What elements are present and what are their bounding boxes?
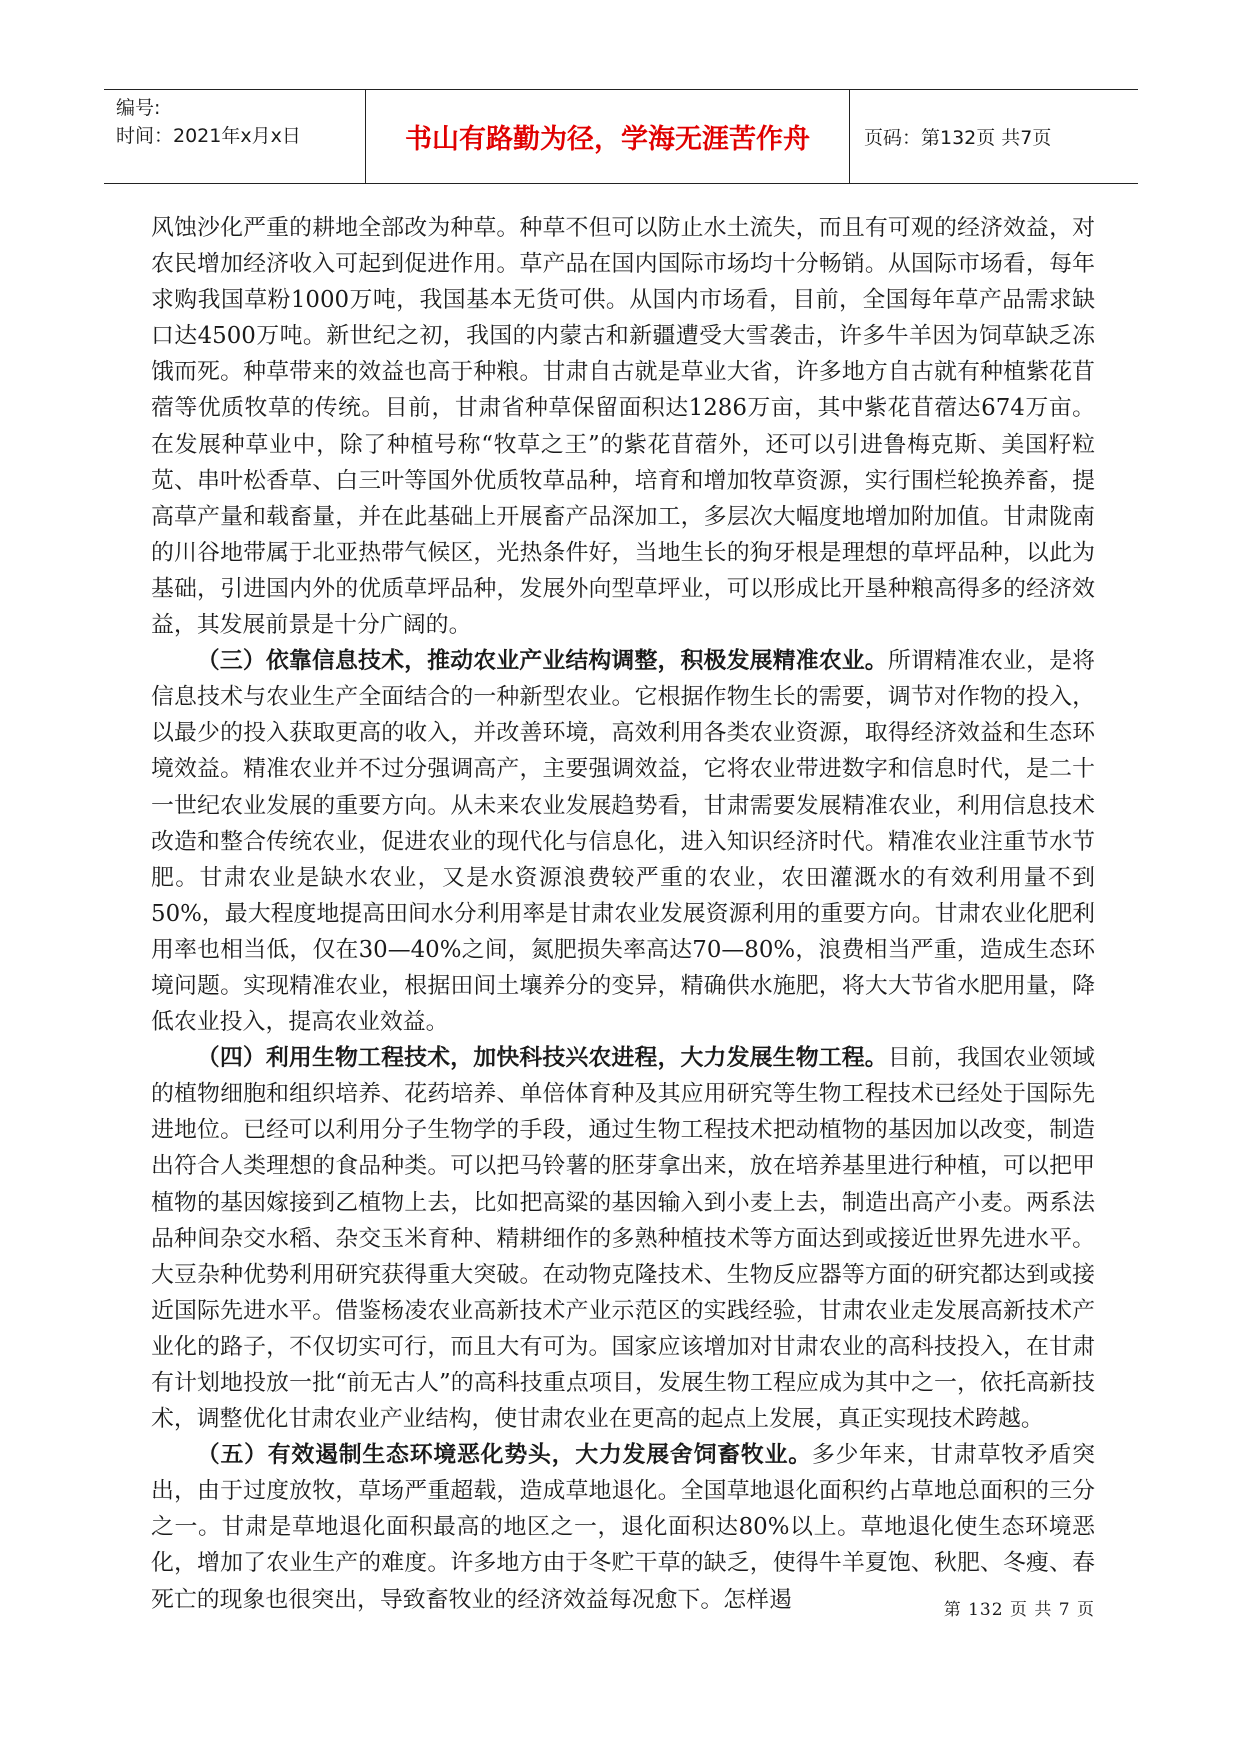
section-heading-3: （三）依靠信息技术，推动农业产业结构调整，积极发展精准农业。 [196,648,888,675]
document-body [151,210,1095,1618]
page-header [104,89,1138,184]
document-number-label: 编号: [116,97,161,119]
paragraph-text: 所谓精准农业，是将信息技术与农业生产全面结合的一种新型农业。它根据作物生长的需要，调节对作物的投入，以最少的投入获取更高的收入，并改善环境，高效利用各类农业资源，取得经济效益和生态环境效益。精准农业并不过分强调高产，主要强调效益，它将农业带进数字和信息时代，是二十一世纪农业发展的重要方向。从未来农业发展趋势看，甘肃需要发展精准农业，利用信息技术改造和整合传统农业，促进农业的现代化与信息化，进入知识经济时代。精准农业注重节水节肥。甘肃农业是缺水农业，又是水资源浪费较严重的农业，农田灌溉水的有效利用量不到50%，最大程度地提高田间水分利用率是甘肃农业发展资源利用的重要方向。甘肃农业化肥利用率也相当低，仅在30—40%之间，氮肥损失率高达70—80%，浪费相当严重，造成生态环境问题。实现精准农业，根据田间土壤养分的变异，精确供水施肥，将大大节省水肥用量，降低农业投入，提高农业效益。 [151,648,1096,1036]
page-footer: 第 132 页 共 7 页 [943,1600,1095,1620]
paragraph-3 [151,1040,1095,1437]
paragraph-4 [151,1437,1095,1617]
paragraph-text: 风蚀沙化严重的耕地全部改为种草。种草不但可以防止水土流失，而且有可观的经济效益，对农民增加经济收入可起到促进作用。草产品在国内国际市场均十分畅销。从国际市场看，每年求购我国草粉1000万吨，我国基本无货可供。从国内市场看，目前，全国每年草产品需求缺口达4500万吨。新世纪之初，我国的内蒙古和新疆遭受大雪袭击，许多牛羊因为饲草缺乏冻饿而死。种草带来的效益也高于种粮。甘肃自古就是草业大省，许多地方自古就有种植紫花苜蓿等优质牧草的传统。目前，甘肃省种草保留面积达1286万亩，其中紫花苜蓿达674万亩。 在发展种草业中，除了种植号称“牧草之王”的紫花苜蓿外，还可以引进鲁梅克斯、美国籽粒苋、串叶松香草、白三叶等国外优质牧草品种，培育和增加牧草资源，实行围栏轮换养畜，提高草产量和载畜量，并在此基础上开展畜产品深加工，多层次大幅度地增加附加值。甘肃陇南的川谷地带属于北亚热带气候区，光热条件好，当地生长的狗牙根是理想的草坪品种，以此为基础，引进国内外的优质草坪品种，发展外向型草坪业，可以形成比开垦种粮高得多的经济效益，其发展前景是十分广阔的。 [151,215,1095,639]
section-heading-5: （五）有效遏制生态环境恶化势头，大力发展舍饲畜牧业。 [196,1442,812,1469]
section-heading-4: （四）利用生物工程技术，加快科技兴农进程，大力发展生物工程。 [196,1045,888,1072]
header-slogan: 书山有路勤为径，学海无涯苦作舟 [366,90,850,183]
paragraph-text: 目前，我国农业领域的植物细胞和组织培养、花药培养、单倍体育种及其应用研究等生物工程技术已经处于国际先进地位。已经可以利用分子生物学的手段，通过生物工程技术把动植物的基因加以改变，制造出符合人类理想的食品种类。可以把马铃薯的胚芽拿出来，放在培养基里进行种植，可以把甲植物的基因嫁接到乙植物上去，比如把高粱的基因输入到小麦上去，制造出高产小麦。两系法品种间杂交水稻、杂交玉米育种、精耕细作的多熟种植技术等方面达到或接近世界先进水平。大豆杂种优势利用研究获得重大突破。在动物克隆技术、生物反应器等方面的研究都达到或接近国际先进水平。借鉴杨凌农业高新技术产业示范区的实践经验，甘肃农业走发展高新技术产业化的路子，不仅切实可行，而且大有可为。国家应该增加对甘肃农业的高科技投入，在甘肃有计划地投放一批“前无古人”的高科技重点项目，发展生物工程应成为其中之一，依托高新技术，调整优化甘肃农业产业结构，使甘肃农业在更高的起点上发展，真正实现技术跨越。 [151,1045,1096,1433]
paragraph-2 [151,643,1095,1040]
header-meta [104,90,366,183]
paragraph-text: 多少年来，甘肃草牧矛盾突出，由于过度放牧，草场严重超载，造成草地退化。全国草地退化面积约占草地总面积的三分之一。甘肃是草地退化面积最高的地区之一，退化面积达80%以上。草地退化使生态环境恶化，增加了农业生产的难度。许多地方由于冬贮干草的缺乏，使得牛羊夏饱、秋肥、冬瘦、春死亡的现象也很突出，导致畜牧业的经济效益每况愈下。怎样遏 [151,1442,1096,1613]
paragraph-1 [151,210,1095,643]
document-time: 时间：2021年x月x日 [116,125,301,147]
header-page-info: 页码：第132页 共7页 [864,127,1052,149]
